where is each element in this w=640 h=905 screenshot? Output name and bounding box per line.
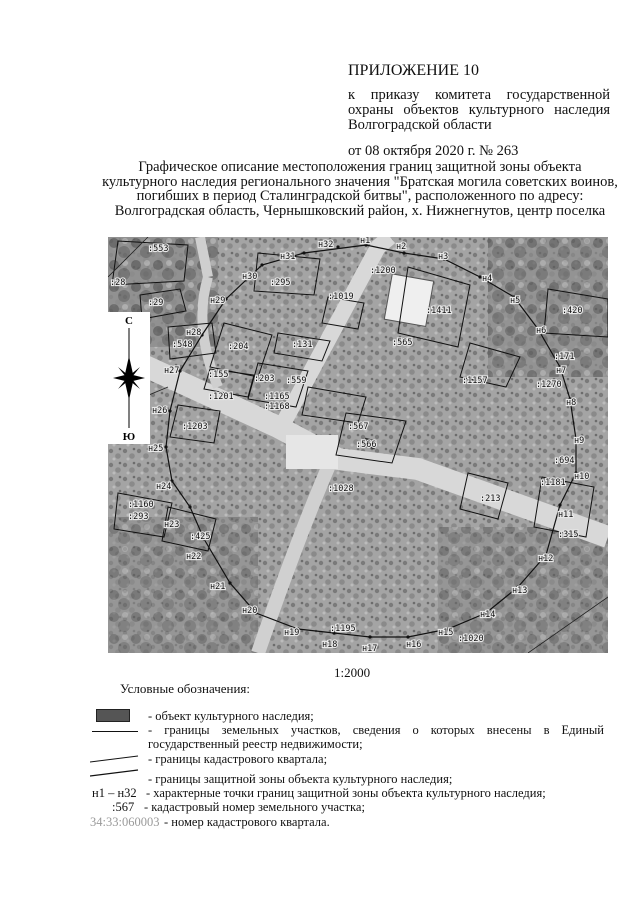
cadastral-quarter-line (90, 754, 140, 764)
legend-item: - кадастровый номер земельного участка; (144, 800, 365, 814)
point-label: н5 (510, 296, 521, 306)
point-label: н21 (210, 582, 226, 592)
point-label: н7 (556, 366, 567, 376)
north-arrow (108, 312, 150, 444)
parcel-label: :553 (148, 244, 169, 254)
south-label: Ю (122, 431, 136, 443)
legend-symbol-parcel: :567 (112, 800, 135, 814)
point-label: н32 (318, 240, 334, 250)
parcel-label: :565 (392, 338, 413, 348)
point-label: н14 (480, 610, 496, 620)
point-label: н22 (186, 552, 202, 562)
point-label: н19 (284, 628, 300, 638)
point-label: н2 (396, 242, 407, 252)
point-label: н11 (558, 510, 574, 520)
point-label: н12 (538, 554, 554, 564)
parcel-label: :1028 (328, 484, 354, 494)
point-label: н3 (438, 252, 449, 262)
legend-item: - границы защитной зоны объекта культурного наследия; (148, 772, 453, 786)
point-label: н29 (210, 296, 226, 306)
parcel-label: :213 (480, 494, 501, 504)
appendix-title: ПРИЛОЖЕНИЕ 10 (348, 62, 480, 79)
point-label: н25 (148, 444, 164, 454)
parcel-label: :1200 (370, 266, 396, 276)
legend-item: - границы земельных участков, сведения о которых внесены в Единый государственный реестр недвижимости; (148, 723, 604, 751)
point-label: н10 (574, 472, 590, 482)
legend-item: - границы кадастрового квартала; (148, 752, 328, 766)
legend-symbol-quarter: 34:33:060003 (90, 815, 160, 829)
parcel-label: :171 (554, 352, 575, 362)
appendix-subtitle: к приказу комитета государственной охраны объектов культурного наследия Волгоградской области (348, 87, 610, 133)
point-label: н6 (536, 326, 547, 336)
point-label: н4 (482, 274, 493, 284)
parcel-label: :1020 (458, 634, 484, 644)
order-date: от 08 октября 2020 г. № 263 (348, 143, 519, 159)
legend-symbol-points: н1 – н32 (92, 786, 137, 800)
parcel-label: :694 (554, 456, 575, 466)
parcel-label: :29 (148, 298, 164, 308)
legend-item: - характерные точки границ защитной зоны объекта культурного наследия; (146, 786, 546, 800)
parcel-label: :1195 (330, 624, 356, 634)
parcel-label: :295 (270, 278, 291, 288)
parcel-label: :315 (558, 530, 579, 540)
point-label: н1 (360, 237, 371, 246)
legend-heading: Условные обозначения: (120, 681, 251, 696)
aerial-map (108, 237, 608, 653)
legend-item: - номер кадастрового квартала. (164, 815, 330, 829)
point-label: н24 (156, 482, 172, 492)
document-title: Графическое описание местоположения границ защитной зоны объекта культурного наследия регионального значения "Братская могила советских воинов, погибших в период Сталинградской битвы", расположенного по адресу: Волгоградская область, Чернышковский район, х. Нижнегнутов, центр поселка (102, 159, 618, 219)
parcel-label: :567 (348, 422, 369, 432)
point-label: н16 (406, 640, 422, 650)
map-scale: 1:2000 (334, 665, 371, 680)
parcel-label: :1157 (462, 376, 488, 386)
point-label: н31 (280, 252, 296, 262)
point-label: н30 (242, 272, 258, 282)
point-label: н18 (322, 640, 338, 650)
parcel-label: :204 (228, 342, 249, 352)
point-label: н26 (152, 406, 168, 416)
heritage-object-swatch (96, 709, 130, 722)
parcel-label: :1168 (264, 402, 290, 412)
map-graphic (108, 237, 608, 653)
point-label: н28 (186, 328, 202, 338)
parcel-label: :420 (562, 306, 583, 316)
parcel-label: :1165 (264, 392, 290, 402)
point-label: н15 (438, 628, 454, 638)
parcel-label: :203 (254, 374, 275, 384)
point-label: н9 (574, 436, 585, 446)
point-label: н23 (164, 520, 180, 530)
parcel-label: :293 (128, 512, 149, 522)
legend-item: - объект культурного наследия; (148, 709, 314, 723)
parcel-label: :1181 (540, 478, 566, 488)
parcel-label: :1203 (182, 422, 208, 432)
point-label: н13 (512, 586, 528, 596)
parcel-label: :1201 (208, 392, 234, 402)
parcel-label: :1270 (536, 380, 562, 390)
point-label: н17 (362, 644, 378, 653)
parcel-label: :131 (292, 340, 313, 350)
parcel-label: :566 (356, 440, 377, 450)
parcel-label: :155 (208, 370, 229, 380)
parcel-label: :425 (190, 532, 211, 542)
parcel-label: :1411 (426, 306, 452, 316)
north-label: С (125, 315, 133, 327)
parcel-label: :1019 (328, 292, 354, 302)
point-label: н20 (242, 606, 258, 616)
parcel-label: :28 (110, 278, 126, 288)
parcel-label: :1160 (128, 500, 154, 510)
protection-zone-line (90, 768, 140, 778)
parcel-label: :548 (172, 340, 193, 350)
land-boundary-line (92, 731, 138, 732)
parcel-label: :559 (286, 376, 307, 386)
point-label: н8 (566, 398, 577, 408)
point-label: н27 (164, 366, 180, 376)
